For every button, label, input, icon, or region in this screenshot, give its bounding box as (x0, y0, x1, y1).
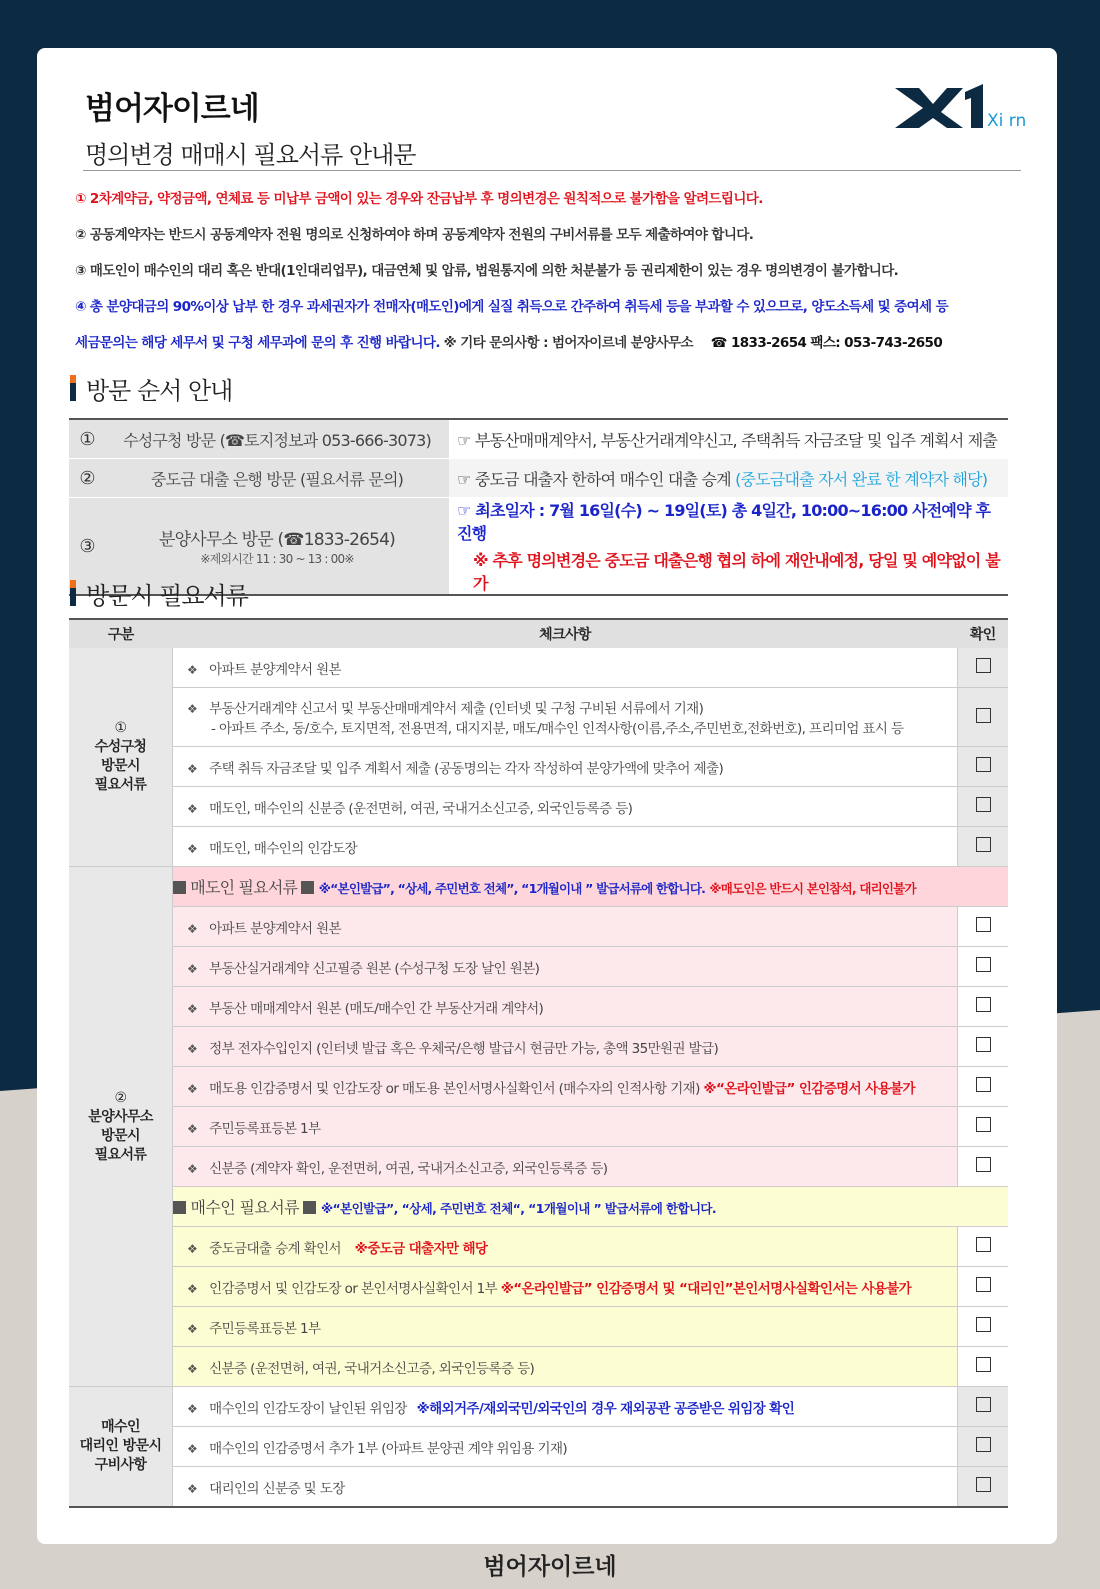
notice-list (75, 181, 1033, 361)
checkbox[interactable] (958, 648, 1009, 688)
notice-1: ① 2차계약금, 약정금액, 연체료 등 미납부 금액이 있는 경우와 잔금납부 후 명의변경은 원칙적으로 불가함을 알려드립니다. (75, 191, 763, 207)
notice-4a: ④ 총 분양대금의 90%이상 납부 한 경우 과세권자가 전매자(매도인)에게 실질 취득으로 간주하여 취득세 등을 부과할 수 있으므로, 양도소득세 및 증여세 등 (75, 299, 949, 315)
table-row: ❖ 부동산 매매계약서 원본 (매도/매수인 간 부동산거래 계약서) (69, 987, 1008, 1027)
table-row: ❖ 부동산거래계약 신고서 및 부동산매매계약서 제출 (인터넷 및 구청 구비된 서류에서 기재) - 아파트 주소, 동/호수, 토지면적, 전용면적, 대지지분, 매도/매수인 인적사항(이름,주소,주민번호,전화번호), 프리미엄 표시 등 (69, 688, 1008, 747)
xi-logo-icon (893, 80, 1027, 132)
checkbox[interactable] (958, 688, 1009, 747)
table-row: ❖ 매도인, 매수인의 신분증 (운전면허, 여권, 국내거소신고증, 외국인등록증 등) (69, 787, 1008, 827)
table-row: ❖ 인감증명서 및 인감도장 or 본인서명사실확인서 1부 ※“온라인발급” 인감증명서 및 “대리인”본인서명사실확인서는 사용불가 (69, 1267, 1008, 1307)
table-row: ❖ 주민등록표등본 1부 (69, 1307, 1008, 1347)
checkbox[interactable] (958, 987, 1009, 1027)
checkbox[interactable] (958, 1347, 1009, 1387)
visit-order-table (69, 418, 1008, 596)
table-row: ❖ 주택 취득 자금조달 및 입주 계획서 제출 (공동명의는 각자 작성하여 분양가액에 맞추어 제출) (69, 747, 1008, 787)
checkbox[interactable] (958, 1227, 1009, 1267)
group-1-label: ① 수성구청 방문시 필요서류 (69, 648, 173, 867)
table-row: ❖ 매도인, 매수인의 인감도장 (69, 827, 1008, 867)
table-row: ❖ 매도용 인감증명서 및 인감도장 or 매도용 본인서명사실확인서 (매수자의 인적사항 기재) ※“온라인발급” 인감증명서 사용불가 (69, 1067, 1008, 1107)
checkbox[interactable] (958, 747, 1009, 787)
docs-section-heading: 방문시 필요서류 (70, 576, 248, 611)
table-row: ① 수성구청 방문시 필요서류 ❖ 아파트 분양계약서 원본 (69, 648, 1008, 688)
visit-row: ③ 분양사무소 방문 (☎1833-2654) ※제외시간 11 : 30 ~ 13 : 00※ ☞ 최초일자 : 7월 16일(수) ~ 19일(토) 총 4일간, 10:00~16:00 사전예약 후 진행 ※ 추후 명의변경은 중도금 대출은행 협의 하에 재안내예정, 당일 및 예약없이 불가 (69, 498, 1008, 596)
footer-title: 범어자이르네 (483, 1554, 617, 1580)
checkbox[interactable] (958, 1067, 1009, 1107)
notice-4b: 세금문의는 해당 세무서 및 구청 세무과에 문의 후 진행 바랍니다. ※ 기타 문의사항 : 범어자이르네 분양사무소 ☎ 1833-2654 팩스: 053-743-2650 (75, 335, 943, 351)
table-row: ❖ 신분증 (운전면허, 여권, 국내거소신고증, 외국인등록증 등) (69, 1347, 1008, 1387)
group-2-label: ② 분양사무소 방문시 필요서류 (69, 867, 173, 1387)
required-docs-table (69, 618, 1008, 1508)
visit-row: ① 수성구청 방문 (☎토지정보과 053-666-3073) ☞ 부동산매매계약서, 부동산거래계약신고, 주택취득 자금조달 및 입주 계획서 제출 (69, 419, 1008, 459)
notice-2: ② 공동계약자는 반드시 공동계약자 전원 명의로 신청하여야 하며 공동계약자 전원의 구비서류를 모두 제출하여야 합니다. (75, 227, 754, 243)
table-row: ❖ 중도금대출 승계 확인서 ※중도금 대출자만 해당 (69, 1227, 1008, 1267)
seller-header-row: ② 분양사무소 방문시 필요서류 매도인 필요서류 ※“본인발급”, “상세, 주민번호 전체”, “1개월이내 ” 발급서류에 한합니다. ※매도인은 반드시 본인참석, 대리인불가 (69, 867, 1008, 907)
title-divider (83, 170, 1021, 171)
section-marker-icon (70, 375, 76, 401)
table-row: ❖ 신분증 (계약자 확인, 운전면허, 여권, 국내거소신고증, 외국인등록증 등) (69, 1147, 1008, 1187)
checkbox[interactable] (958, 1107, 1009, 1147)
table-header: 구분 체크사항 확인 (69, 619, 1008, 648)
checkbox[interactable] (958, 1307, 1009, 1347)
checkbox[interactable] (958, 1467, 1009, 1508)
table-row: ❖ 정부 전자수입인지 (인터넷 발급 혹은 우체국/은행 발급시 현금만 가능, 총액 35만원권 발급) (69, 1027, 1008, 1067)
checkbox[interactable] (958, 827, 1009, 867)
visit-row: ② 중도금 대출 은행 방문 (필요서류 문의) ☞ 중도금 대출자 한하여 매수인 대출 승계 (중도금대출 자서 완료 한 계약자 해당) (69, 459, 1008, 498)
checkbox[interactable] (958, 947, 1009, 987)
checkbox[interactable] (958, 907, 1009, 947)
document-card (37, 48, 1057, 1544)
section-marker-icon (70, 580, 76, 606)
buyer-header-row: 매수인 필요서류 ※“본인발급”, “상세, 주민번호 전체“, “1개월이내 ” 발급서류에 한합니다. (69, 1187, 1008, 1227)
checkbox[interactable] (958, 1147, 1009, 1187)
page-subtitle: 명의변경 매매시 필요서류 안내문 (85, 141, 416, 169)
table-row: ❖ 매수인의 인감증명서 추가 1부 (아파트 분양권 계약 위임용 기재) (69, 1427, 1008, 1467)
table-row: ❖ 주민등록표등본 1부 (69, 1107, 1008, 1147)
checkbox[interactable] (958, 1267, 1009, 1307)
table-row: ❖ 대리인의 신분증 및 도장 (69, 1467, 1008, 1508)
group-3-label: 매수인 대리인 방문시 구비사항 (69, 1387, 173, 1508)
table-row: ❖ 부동산실거래계약 신고필증 원본 (수성구청 도장 날인 원본) (69, 947, 1008, 987)
notice-3: ③ 매도인이 매수인의 대리 혹은 반대(1인대리업무), 대금연체 및 압류, 법원통지에 의한 처분불가 등 권리제한이 있는 경우 명의변경이 불가합니다. (75, 263, 899, 279)
checkbox[interactable] (958, 1387, 1009, 1427)
table-row: 매수인 대리인 방문시 구비사항 ❖ 매수인의 인감도장이 날인된 위임장 ※해외거주/재외국민/외국인의 경우 재외공관 공증받은 위임장 확인 (69, 1387, 1008, 1427)
table-row: ❖ 아파트 분양계약서 원본 (69, 907, 1008, 947)
checkbox[interactable] (958, 1027, 1009, 1067)
visit-section-heading: 방문 순서 안내 (70, 371, 232, 406)
page-title: 범어자이르네 (85, 91, 259, 127)
checkbox[interactable] (958, 787, 1009, 827)
svg-text:Xi rn: Xi rn (987, 111, 1027, 131)
checkbox[interactable] (958, 1427, 1009, 1467)
